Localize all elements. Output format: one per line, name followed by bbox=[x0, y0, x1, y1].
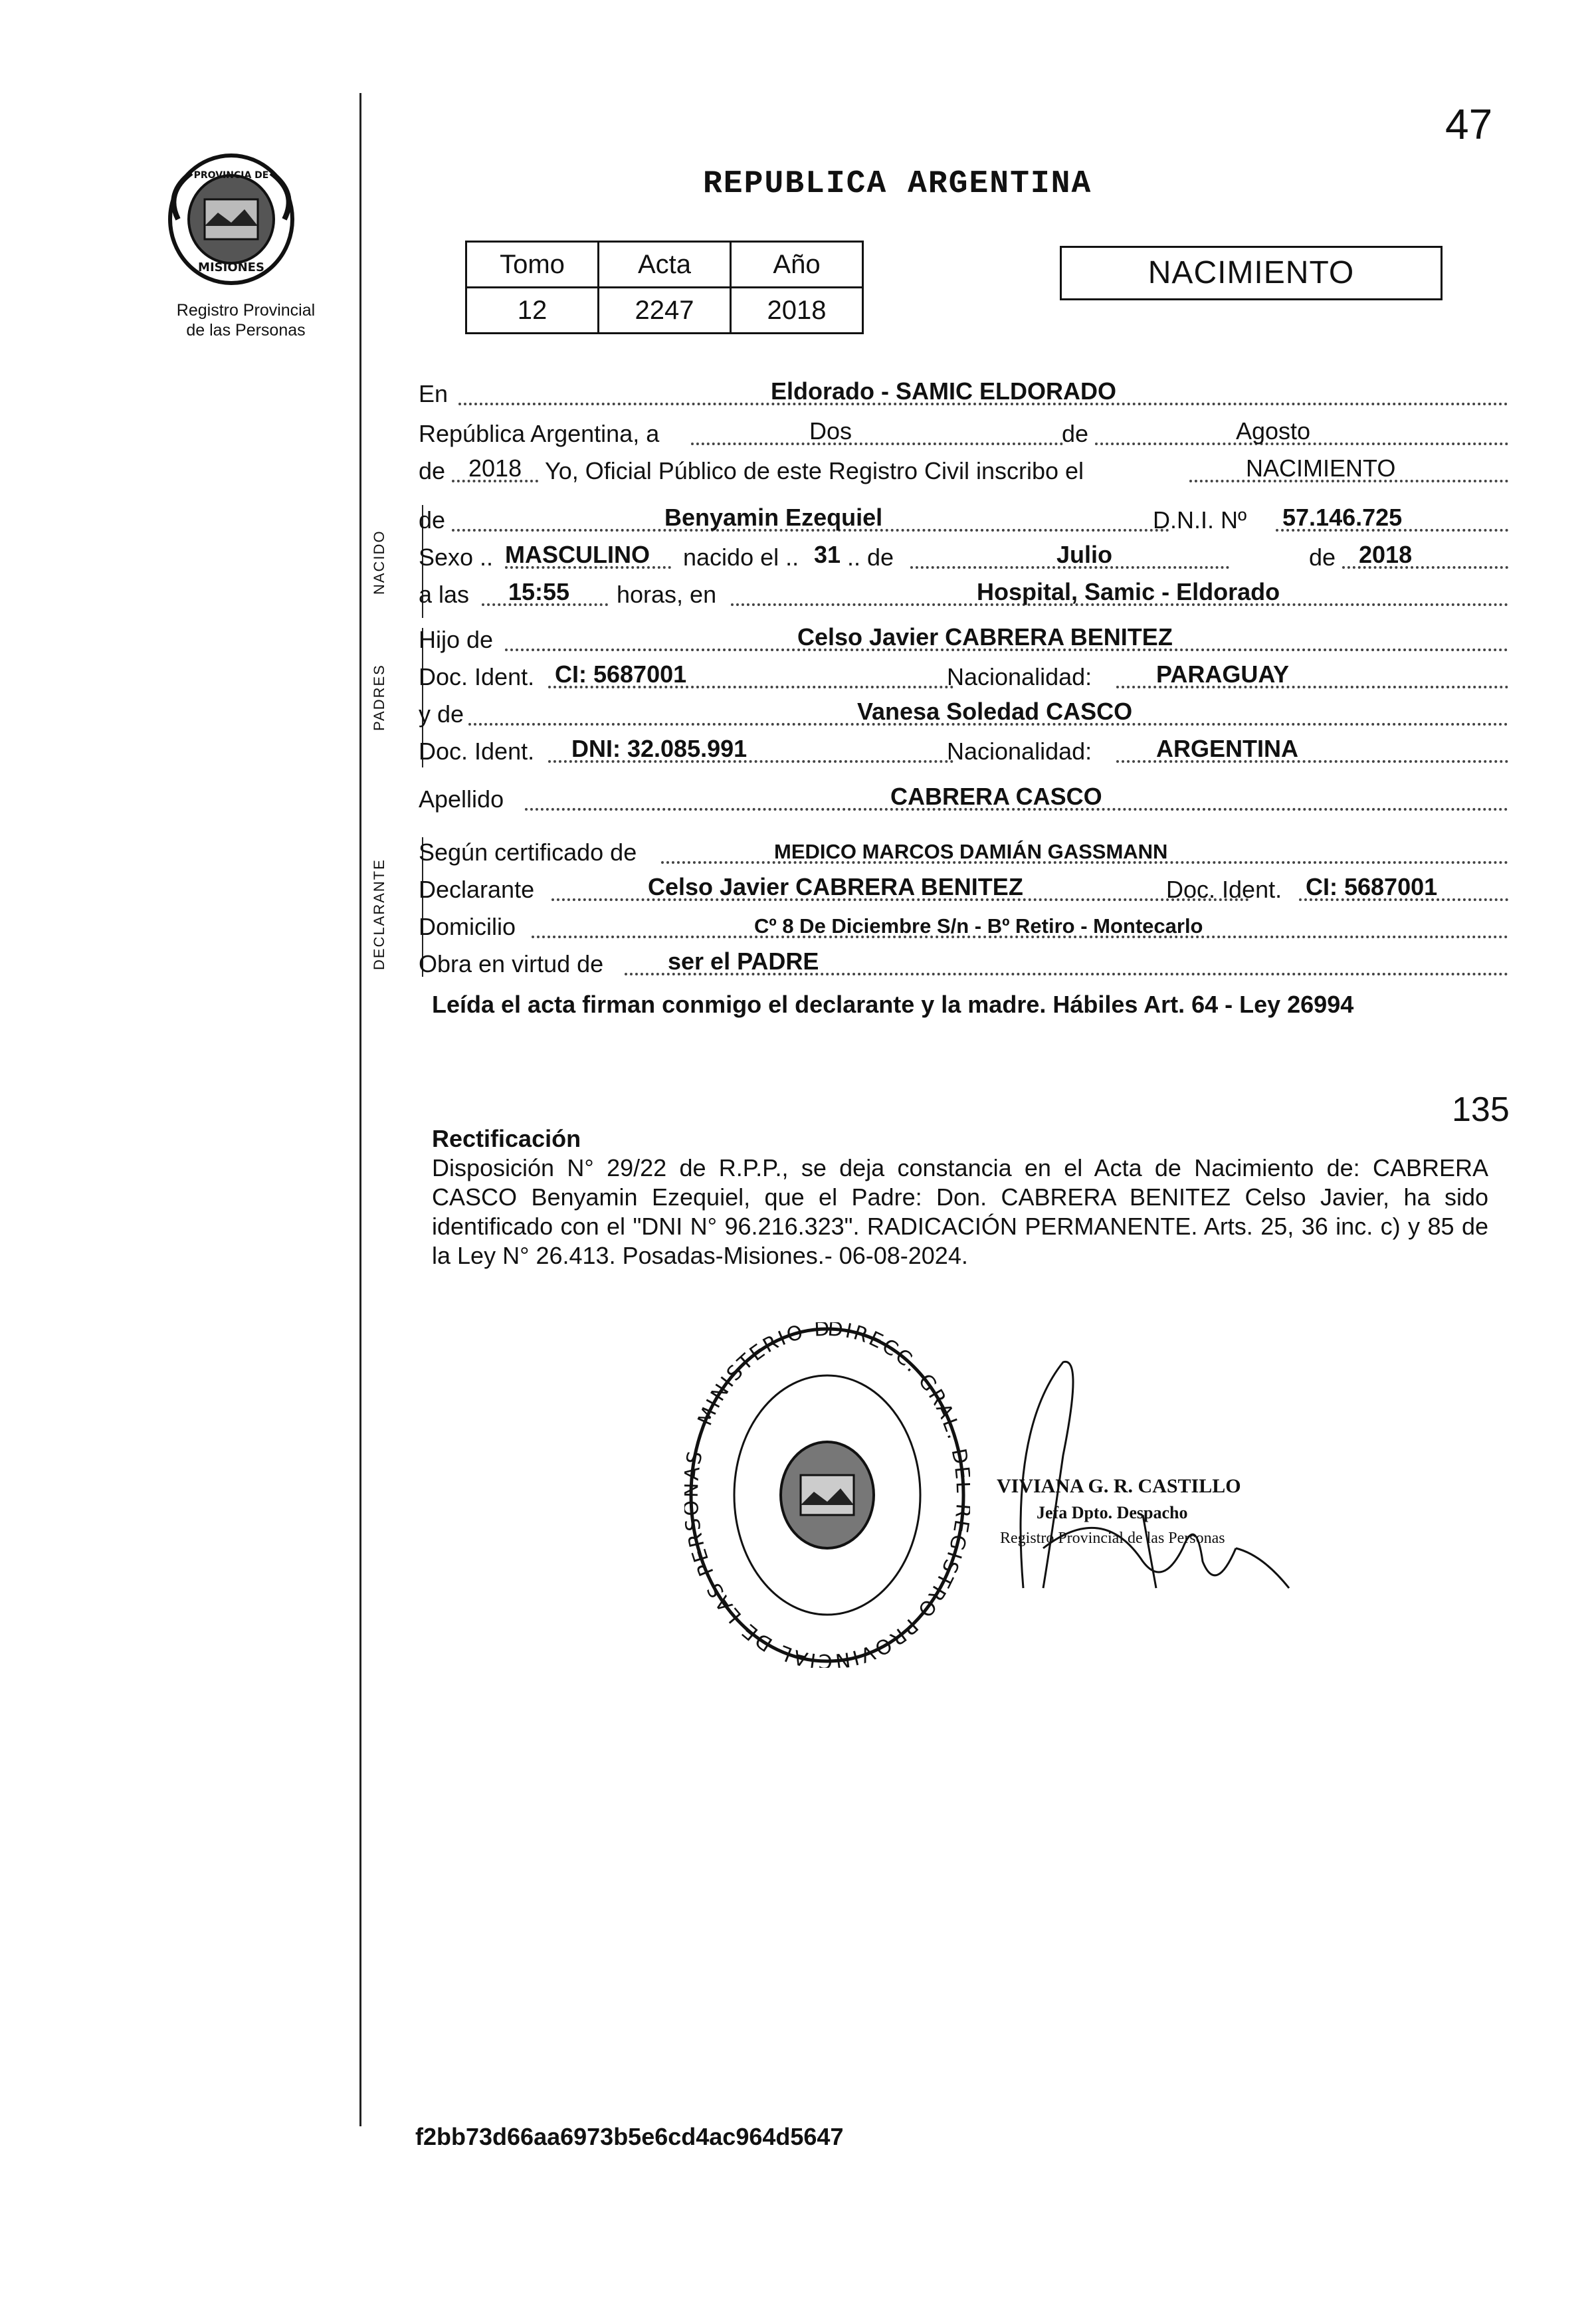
value-hora: 15:55 bbox=[508, 578, 570, 605]
label-republica: República Argentina, a bbox=[419, 420, 660, 447]
signatory-name: VIVIANA G. R. CASTILLO bbox=[997, 1475, 1241, 1497]
label-y-de: y de bbox=[419, 700, 464, 728]
label-apellido: Apellido bbox=[419, 785, 504, 813]
label-de-nombre: de bbox=[419, 506, 446, 534]
value-lugar: Eldorado - SAMIC ELDORADO bbox=[771, 377, 1116, 405]
label-domicilio: Domicilio bbox=[419, 913, 516, 940]
label-de-mes: .. de bbox=[847, 544, 894, 571]
row-y-de bbox=[419, 692, 1508, 732]
value-madre: Vanesa Soledad CASCO bbox=[857, 698, 1133, 725]
label-de-anio: de bbox=[1309, 544, 1336, 571]
tomo-acta-anio-table bbox=[465, 241, 864, 334]
value-madre-doc: DNI: 32.085.991 bbox=[571, 735, 748, 762]
label-declarante: Declarante bbox=[419, 876, 535, 903]
label-de: de bbox=[1062, 420, 1089, 447]
province-seal-logo bbox=[151, 153, 311, 286]
row-republica bbox=[419, 412, 1508, 452]
value-apellido: CABRERA CASCO bbox=[890, 783, 1102, 810]
closing-statement: Leída el acta firman conmigo el declarante y la madre. Hábiles Art. 64 - Ley 26994 bbox=[432, 991, 1354, 1018]
value-certificado: MEDICO MARCOS DAMIÁN GASSMANN bbox=[774, 840, 1168, 863]
value-lugar-nac: Hospital, Samic - Eldorado bbox=[977, 578, 1280, 605]
registry-label: Registro Provincial de las Personas bbox=[176, 301, 316, 340]
value-tipo-inscripcion: NACIMIENTO bbox=[1246, 454, 1396, 482]
value-dni: 57.146.725 bbox=[1282, 504, 1403, 531]
record-type-box: NACIMIENTO bbox=[1060, 246, 1443, 300]
country-title: REPUBLICA ARGENTINA bbox=[703, 166, 1092, 202]
value-mes-nac: Julio bbox=[1056, 541, 1113, 568]
row-declarante bbox=[419, 868, 1508, 908]
marginal-number: 135 bbox=[1452, 1090, 1510, 1129]
label-doc-ident-3: Doc. Ident. bbox=[1166, 876, 1282, 903]
label-de-year: de bbox=[419, 457, 446, 484]
value-domicilio: Cº 8 De Diciembre S/n - Bº Retiro - Montecarlo bbox=[754, 914, 1203, 938]
row-apellido bbox=[419, 777, 1508, 817]
label-nacido-el: nacido el .. bbox=[683, 544, 799, 571]
value-obra-virtud: ser el PADRE bbox=[668, 948, 819, 975]
row-en bbox=[419, 372, 1508, 412]
acta-value: 2247 bbox=[599, 288, 731, 334]
label-dni: D.N.I. Nº bbox=[1153, 506, 1247, 534]
label-en: En bbox=[419, 380, 449, 407]
label-horas-en: horas, en bbox=[617, 581, 717, 608]
margin-rule bbox=[359, 93, 361, 2126]
rectificacion-title: Rectificación bbox=[432, 1125, 581, 1152]
label-nacionalidad-1: Nacionalidad: bbox=[947, 663, 1092, 690]
value-padre-nac: PARAGUAY bbox=[1156, 660, 1290, 688]
value-dia-nac: 31 bbox=[814, 541, 841, 568]
row-hora bbox=[419, 573, 1508, 613]
svg-text:MISIONES: MISIONES bbox=[198, 260, 264, 274]
value-padre-doc: CI: 5687001 bbox=[555, 660, 687, 688]
label-nacionalidad-2: Nacionalidad: bbox=[947, 738, 1092, 765]
value-declarante: Celso Javier CABRERA BENITEZ bbox=[648, 873, 1023, 900]
value-dia-inscripcion: Dos bbox=[809, 417, 852, 445]
acta-header: Acta bbox=[599, 242, 731, 288]
svg-text:DIRECC. GRAL. DEL REGISTRO PRO: DIRECC. GRAL. D GISTRO PROVINCIAL DE LAS PER S · MINISTERIO D bbox=[684, 1322, 970, 1668]
label-doc-ident-2: Doc. Ident. bbox=[419, 738, 535, 765]
section-label-nacido: NACIDO bbox=[371, 530, 387, 595]
value-sexo: MASCULINO bbox=[505, 541, 650, 568]
label-yo-oficial: Yo, Oficial Público de este Registro Civil inscribo el bbox=[545, 457, 1084, 484]
tomo-value: 12 bbox=[466, 288, 599, 334]
signatory-office: Registro Provincial de las Personas bbox=[1000, 1530, 1225, 1547]
row-domicilio bbox=[419, 905, 1508, 945]
label-segun-cert: Según certificado de bbox=[419, 839, 637, 866]
label-doc-ident-1: Doc. Ident. bbox=[419, 663, 535, 690]
row-hijo-de bbox=[419, 618, 1508, 658]
document-hash: f2bb73d66aa6973b5e6cd4ac964d5647 bbox=[415, 2123, 844, 2150]
anio-header: Año bbox=[731, 242, 863, 288]
rectificacion-body: Disposición N° 29/22 de R.P.P., se deja constancia en el Acta de Nacimiento de: CABRERA CASCO Benyamin Ezequiel, que el Padre: Don. CABRERA BENITEZ Celso Javier, ha sido identificado con el "DNI N° 96.216.323". RADICACIÓN PERMANENTE. Arts. 25, 36 inc. c) y 85 de la Ley N° 26.413. Posadas-Misiones.- 06-08-2024. bbox=[432, 1154, 1488, 1269]
dotted-line bbox=[691, 443, 1063, 445]
value-anio-nac: 2018 bbox=[1359, 541, 1413, 568]
signatory-role: Jefa Dpto. Despacho bbox=[1037, 1503, 1188, 1522]
anio-value: 2018 bbox=[731, 288, 863, 334]
section-label-padres: PADRES bbox=[371, 664, 387, 731]
value-declarante-doc: CI: 5687001 bbox=[1306, 873, 1438, 900]
official-stamp bbox=[684, 1322, 970, 1668]
value-madre-nac: ARGENTINA bbox=[1156, 735, 1298, 762]
value-padre: Celso Javier CABRERA BENITEZ bbox=[797, 623, 1173, 651]
label-obra-virtud: Obra en virtud de bbox=[419, 950, 604, 977]
row-madre-doc bbox=[419, 730, 1508, 769]
row-obra-virtud bbox=[419, 942, 1508, 982]
label-a-las: a las bbox=[419, 581, 470, 608]
page-number: 47 bbox=[1445, 100, 1493, 148]
value-mes-inscripcion: Agosto bbox=[1236, 417, 1311, 445]
label-sexo: Sexo .. bbox=[419, 544, 494, 571]
label-hijo-de: Hijo de bbox=[419, 626, 494, 653]
svg-text:PROVINCIA DE: PROVINCIA DE bbox=[193, 170, 269, 181]
row-nombre bbox=[419, 498, 1508, 538]
value-nombre: Benyamin Ezequiel bbox=[664, 504, 883, 531]
row-certificado bbox=[419, 831, 1508, 870]
row-padre-doc bbox=[419, 655, 1508, 695]
row-sexo bbox=[419, 536, 1508, 575]
row-yo-oficial bbox=[419, 449, 1508, 489]
tomo-header: Tomo bbox=[466, 242, 599, 288]
value-anio-inscripcion: 2018 bbox=[468, 454, 522, 482]
section-label-declarante: DECLARANTE bbox=[371, 858, 387, 970]
